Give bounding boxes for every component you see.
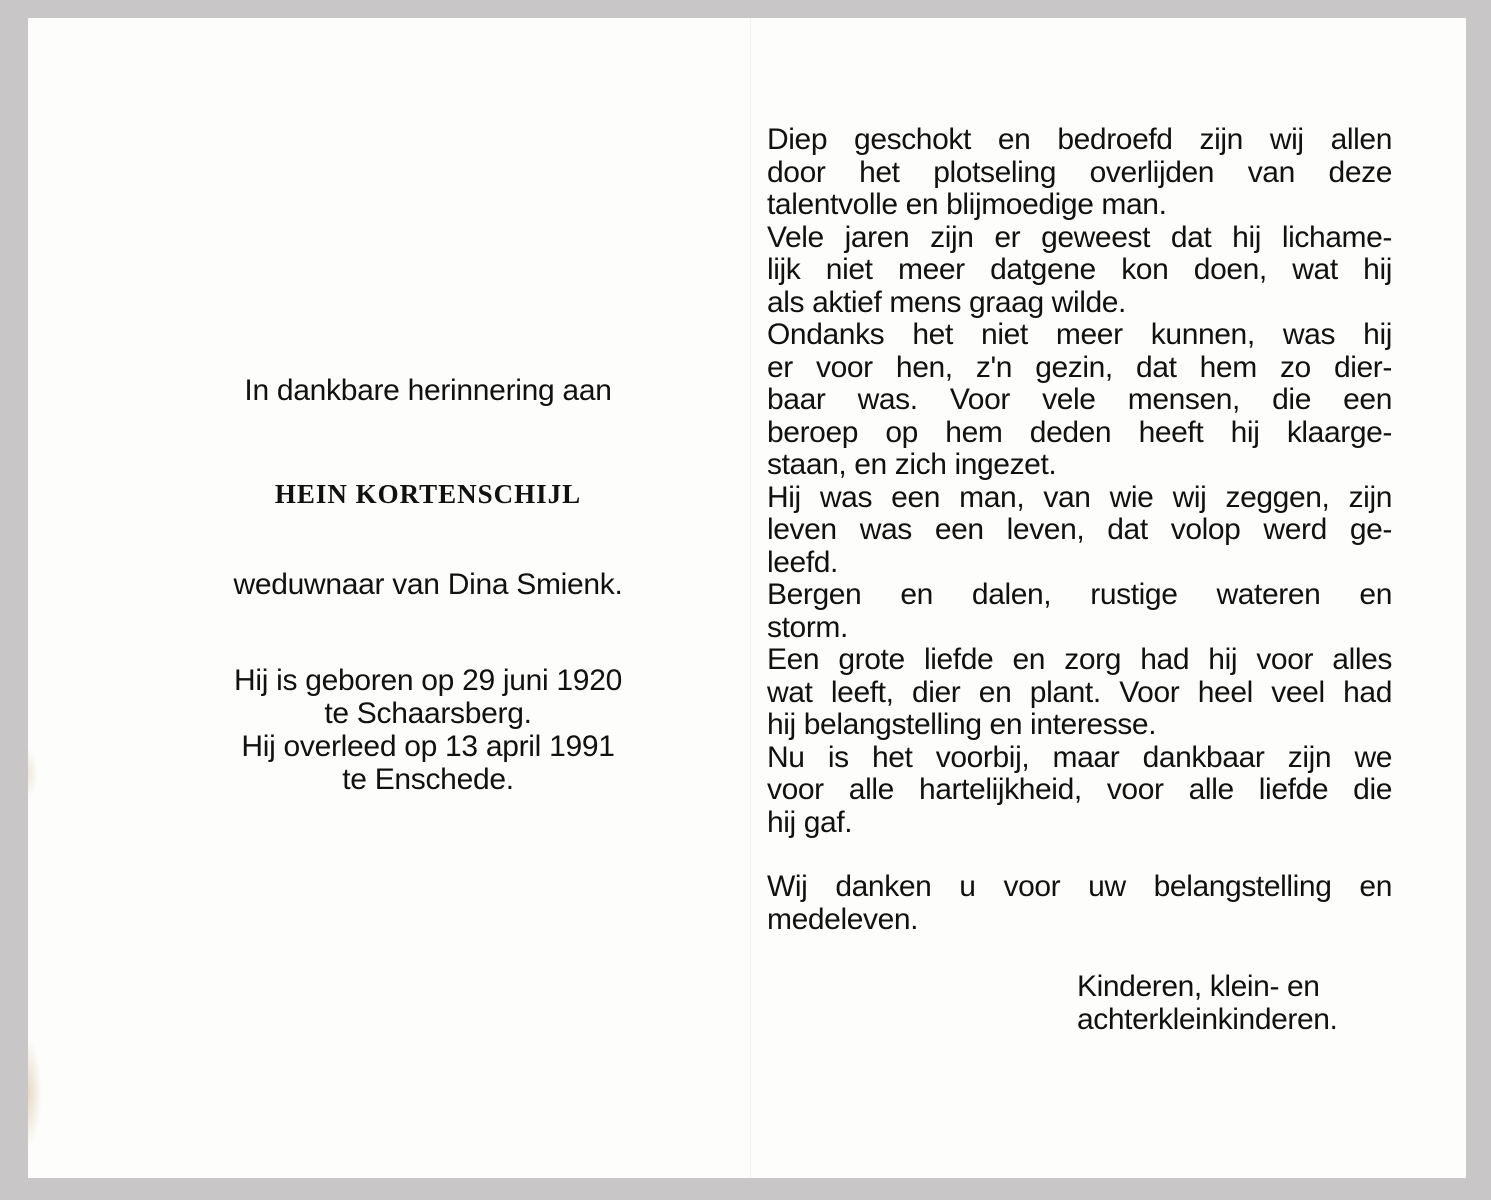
paragraph: [767, 319, 1392, 482]
paragraph: [767, 742, 1392, 840]
signature: [1077, 970, 1338, 1036]
paragraph: [767, 644, 1392, 742]
text-line: als aktief mens graag wilde.: [767, 285, 1126, 319]
text-line: Hij was een man, van wie wij zeggen, zijn: [767, 480, 1392, 514]
paragraph-gap: [767, 839, 1392, 871]
text-line: voor alle hartelijkheid, voor alle liefde die: [767, 773, 1392, 806]
right-panel: [767, 124, 1392, 936]
text-line: baar was. Voor vele mensen, die een: [767, 383, 1392, 416]
text-line: Een grote liefde en zorg had hij voor alles: [767, 643, 1392, 676]
text-line: beroep op hem deden heeft hij klaarge-: [767, 415, 1392, 449]
text-line: wat leeft, dier en plant. Voor heel veel had: [767, 675, 1392, 709]
text-line: storm.: [767, 610, 848, 644]
paper-stain: [28, 1038, 42, 1148]
text-line: door het plotseling overlijden van deze: [767, 155, 1392, 189]
death-line: Hij overleed op 13 april 1991: [241, 730, 615, 763]
deceased-name: HEIN KORTENSCHIJL: [274, 479, 582, 509]
paragraph: [767, 222, 1392, 320]
text-line: Diep geschokt en bedroefd zijn wij allen: [767, 123, 1392, 156]
signature-line: achterkleinkinderen.: [1077, 1003, 1338, 1036]
paragraph: [767, 124, 1392, 222]
signature-line: Kinderen, klein- en: [1077, 970, 1320, 1003]
text-line: hij gaf.: [767, 805, 853, 839]
text-line: er voor hen, z'n gezin, dat hem zo dier-: [767, 350, 1392, 384]
birth-line: Hij is geboren op 29 juni 1920: [234, 664, 622, 697]
birth-place: te Schaarsberg.: [324, 697, 532, 730]
text-line: leven was een leven, dat volop werd ge-: [767, 513, 1392, 546]
text-line: staan, en zich ingezet.: [767, 448, 1057, 481]
text-line: medeleven.: [767, 902, 919, 936]
widow-line: weduwnaar van Dina Smienk.: [233, 568, 623, 601]
death-place: te Enschede.: [342, 763, 514, 796]
text-line: Nu is het voorbij, maar dankbaar zijn we: [767, 740, 1392, 774]
text-line: leefd.: [767, 545, 838, 579]
card-fold-line: [750, 18, 751, 1178]
text-line: Wij danken u voor uw belangstelling en: [767, 870, 1392, 903]
text-line: lijk niet meer datgene kon doen, wat hij: [767, 253, 1392, 286]
text-line: talentvolle en blijmoedige man.: [767, 188, 1167, 221]
text-line: hij belangstelling en interesse.: [767, 708, 1157, 741]
text-line: Vele jaren zijn er geweest dat hij lichame-: [767, 220, 1392, 254]
paper-stain-small: [28, 748, 38, 798]
text-line: Bergen en dalen, rustige wateren en: [767, 578, 1392, 611]
text-line: Ondanks het niet meer kunnen, was hij: [767, 318, 1392, 351]
intro-text: In dankbare herinnering aan: [244, 374, 612, 407]
paragraph: [767, 579, 1392, 644]
paragraph: [767, 482, 1392, 580]
paragraph: [767, 871, 1392, 936]
